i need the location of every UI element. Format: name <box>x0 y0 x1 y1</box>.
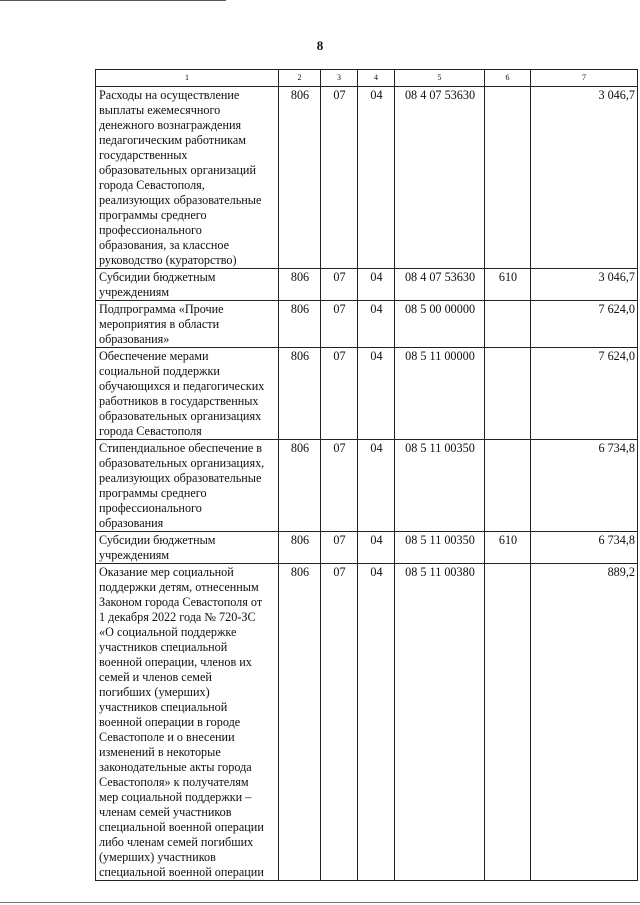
header-cell-7: 7 <box>531 70 638 87</box>
row-name: Стипендиальное обеспечение в образовательных организациях, реализующих образовательные программы среднего профессионального образования <box>96 440 279 532</box>
row-grbs: 806 <box>279 532 321 564</box>
header-cell-1: 1 <box>96 70 279 87</box>
row-subsection: 04 <box>358 301 395 348</box>
row-subsection: 04 <box>358 348 395 440</box>
row-grbs: 806 <box>279 301 321 348</box>
top-rule <box>0 0 226 1</box>
row-grbs: 806 <box>279 564 321 881</box>
row-target-code: 08 5 11 00350 <box>395 440 485 532</box>
row-name: Обеспечение мерами социальной поддержки обучающихся и педагогических работников в государственных образовательных организациях города Севастополя <box>96 348 279 440</box>
row-target-code: 08 5 11 00000 <box>395 348 485 440</box>
row-target-code: 08 5 11 00380 <box>395 564 485 881</box>
row-section: 07 <box>321 440 358 532</box>
row-grbs: 806 <box>279 440 321 532</box>
row-name: Подпрограмма «Прочие мероприятия в области образования» <box>96 301 279 348</box>
row-name: Расходы на осуществление выплаты ежемесячного денежного вознаграждения педагогическим работникам государственных образовательных организаций города Севастополя, реализующих образовательные программы среднего профессионального образования, за классное руководство (кураторство) <box>96 87 279 269</box>
row-grbs: 806 <box>279 87 321 269</box>
table-row <box>96 564 638 881</box>
row-section: 07 <box>321 87 358 269</box>
row-expense-type: 610 <box>485 269 531 301</box>
page-number: 8 <box>316 38 324 53</box>
table-row <box>96 440 638 532</box>
row-expense-type <box>485 564 531 881</box>
row-target-code: 08 5 00 00000 <box>395 301 485 348</box>
row-expense-type: 610 <box>485 532 531 564</box>
row-amount: 7 624,0 <box>531 348 638 440</box>
table-row <box>96 532 638 564</box>
row-amount: 6 734,8 <box>531 440 638 532</box>
row-section: 07 <box>321 532 358 564</box>
header-cell-6: 6 <box>485 70 531 87</box>
table-row <box>96 301 638 348</box>
row-subsection: 04 <box>358 87 395 269</box>
row-amount: 7 624,0 <box>531 301 638 348</box>
row-expense-type <box>485 348 531 440</box>
row-name: Оказание мер социальной поддержки детям, отнесенным Законом города Севастополя от 1 декабря 2022 года № 720-ЗС «О социальной поддержке участников специальной военной операции, членов их семей и членов семей погибших (умерших) участников специальной военной операции в городе Севастополе и о внесении изменений в некоторые законодательные акты города Севастополя» к получателям мер социальной поддержки – членам семей участников специальной военной операции либо членам семей погибших (умерших) участников специальной военной операции <box>96 564 279 881</box>
bottom-rule <box>0 902 640 903</box>
row-expense-type <box>485 87 531 269</box>
table-row <box>96 87 638 269</box>
header-cell-3: 3 <box>321 70 358 87</box>
table-row <box>96 269 638 301</box>
header-cell-2: 2 <box>279 70 321 87</box>
row-section: 07 <box>321 301 358 348</box>
row-subsection: 04 <box>358 564 395 881</box>
row-expense-type <box>485 301 531 348</box>
row-subsection: 04 <box>358 440 395 532</box>
row-section: 07 <box>321 348 358 440</box>
row-target-code: 08 4 07 53630 <box>395 269 485 301</box>
header-cell-5: 5 <box>395 70 485 87</box>
row-subsection: 04 <box>358 269 395 301</box>
row-amount: 889,2 <box>531 564 638 881</box>
row-grbs: 806 <box>279 348 321 440</box>
row-target-code: 08 5 11 00350 <box>395 532 485 564</box>
table-row <box>96 348 638 440</box>
row-amount: 6 734,8 <box>531 532 638 564</box>
row-expense-type <box>485 440 531 532</box>
row-section: 07 <box>321 269 358 301</box>
header-row <box>96 70 638 87</box>
row-name: Субсидии бюджетным учреждениям <box>96 269 279 301</box>
header-cell-4: 4 <box>358 70 395 87</box>
row-section: 07 <box>321 564 358 881</box>
row-name: Субсидии бюджетным учреждениям <box>96 532 279 564</box>
budget-table <box>95 69 638 881</box>
row-grbs: 806 <box>279 269 321 301</box>
row-subsection: 04 <box>358 532 395 564</box>
row-target-code: 08 4 07 53630 <box>395 87 485 269</box>
row-amount: 3 046,7 <box>531 269 638 301</box>
row-amount: 3 046,7 <box>531 87 638 269</box>
